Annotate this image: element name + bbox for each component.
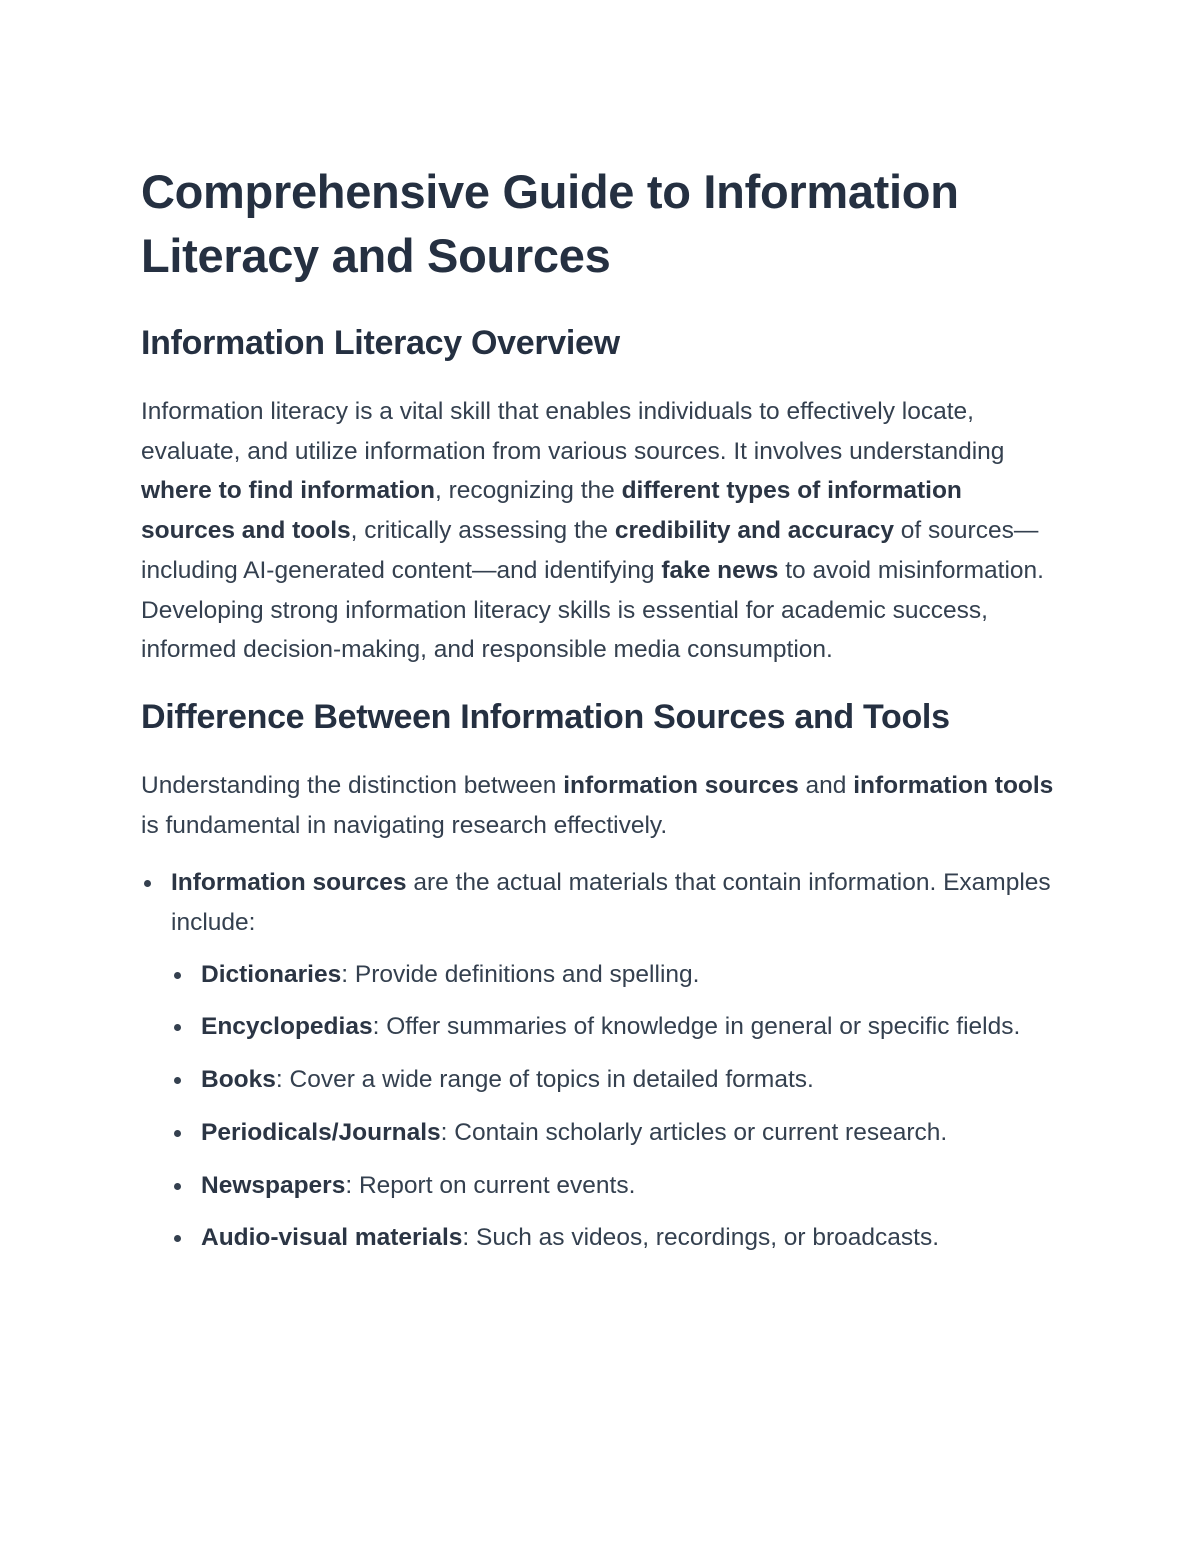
bullet-icon <box>174 1183 181 1190</box>
document-page <box>141 160 1061 1271</box>
sources-tools-bold-1: information sources <box>563 771 799 799</box>
list-item-bold: Encyclopedias <box>201 1013 373 1041</box>
overview-text-1: Information literacy is a vital skill that enables individuals to effectively locate, evaluate, and utilize information from various sources. It involves understanding <box>141 398 1005 465</box>
section-heading-sources-tools: Difference Between Information Sources and Tools <box>141 697 950 736</box>
list-item-text: : Offer summaries of knowledge in general or specific fields. <box>372 1013 1021 1041</box>
list-item-bold: Books <box>201 1066 276 1094</box>
sources-tools-text-1: Understanding the distinction between <box>141 771 564 799</box>
list-item <box>171 1218 1061 1258</box>
bullet-icon <box>174 1130 181 1137</box>
list-item-text: : Such as videos, recordings, or broadcasts. <box>462 1224 940 1252</box>
sources-tools-text-3: is fundamental in navigating research effectively. <box>141 811 668 839</box>
bullet-icon <box>174 972 181 979</box>
list-item-bold: Information sources <box>171 869 407 897</box>
section-heading-overview: Information Literacy Overview <box>141 324 620 362</box>
overview-text-2: , recognizing the <box>435 477 622 505</box>
source-examples-list <box>171 955 1061 1258</box>
overview-bold-3: credibility and accuracy <box>614 517 894 545</box>
list-item <box>141 863 1061 1258</box>
list-item-text: : Provide definitions and spelling. <box>341 960 700 988</box>
bullet-icon <box>174 1024 181 1031</box>
sources-tools-text-2: and <box>798 771 854 799</box>
bullet-icon <box>174 1235 181 1242</box>
list-item-text: : Report on current events. <box>345 1171 636 1199</box>
list-item <box>171 955 1061 995</box>
list-item <box>171 1166 1061 1206</box>
bullet-icon <box>144 880 151 887</box>
list-item-text: : Contain scholarly articles or current research. <box>440 1118 948 1146</box>
list-item <box>171 1007 1061 1047</box>
list-item-bold: Dictionaries <box>201 960 342 988</box>
overview-bold-4: fake news <box>661 556 779 584</box>
list-item <box>171 1060 1061 1100</box>
sources-list <box>141 863 1061 1258</box>
list-item-text: : Cover a wide range of topics in detailed formats. <box>275 1066 814 1094</box>
list-item-bold: Audio-visual materials <box>201 1224 463 1252</box>
list-item <box>171 1113 1061 1153</box>
list-item-bold: Newspapers <box>201 1171 346 1199</box>
overview-text-5: to avoid misinformation. Developing strong information literacy skills is essential for academic success, informed decision-making, and responsible media consumption. <box>141 556 1044 664</box>
bullet-icon <box>174 1077 181 1084</box>
overview-text-4: of sources—including AI-generated content—and identifying <box>141 517 1039 584</box>
sources-tools-bold-2: information tools <box>853 771 1054 799</box>
list-item-text: are the actual materials that contain information. Examples include: <box>171 869 1051 937</box>
overview-bold-2: different types of information sources and tools <box>141 477 962 545</box>
overview-bold-1: where to find information <box>141 477 435 505</box>
document-title: Comprehensive Guide to Information Literacy and Sources <box>141 165 959 282</box>
overview-text-3: , critically assessing the <box>350 517 615 545</box>
list-item-bold: Periodicals/Journals <box>201 1118 441 1146</box>
overview-paragraph <box>141 392 1061 670</box>
sources-tools-paragraph <box>141 766 1061 845</box>
